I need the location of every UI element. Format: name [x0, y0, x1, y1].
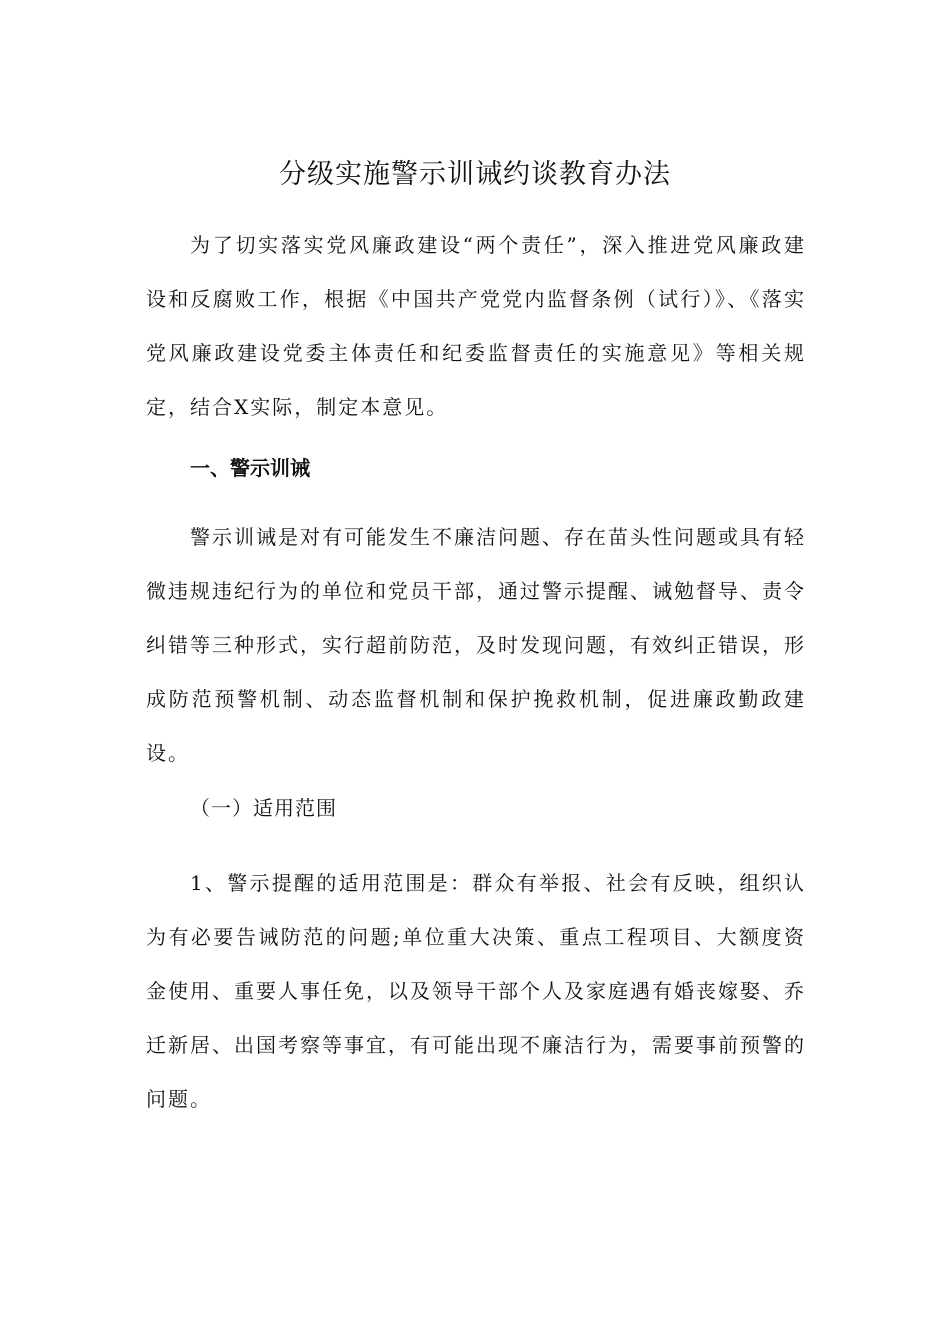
- intro-paragraph: 为了切实落实党风廉政建设“两个责任”，深入推进党风廉政建设和反腐败工作，根据《中国共产党党内监督条例（试行）》、《落实党风廉政建设党委主体责任和纪委监督责任的实施意见》等相关规定，结合X实际，制定本意见。: [146, 233, 806, 419]
- section-paragraph-warning: 警示训诫是对有可能发生不廉洁问题、存在苗头性问题或具有轻微违规违纪行为的单位和党员干部，通过警示提醒、诫勉督导、责令纠错等三种形式，实行超前防范，及时发现问题，有效纠正错误，形成防范预警机制、动态监督机制和保护挽救机制，促进廉政勤政建设。: [146, 525, 806, 765]
- document-title: 分级实施警示训诫约谈教育办法: [279, 159, 671, 190]
- subsection-heading-scope: （一）适用范围: [190, 796, 337, 820]
- scope-item-1-paragraph: 1、警示提醒的适用范围是：群众有举报、社会有反映，组织认为有必要告诫防范的问题;单位重大决策、重点工程项目、大额度资金使用、重要人事任免，以及领导干部个人及家庭遇有婚丧嫁娶、乔迁新居、出国考察等事宜，有可能出现不廉洁行为，需要事前预警的问题。: [146, 871, 806, 1111]
- section-heading-warning: 一、警示训诫: [190, 456, 310, 480]
